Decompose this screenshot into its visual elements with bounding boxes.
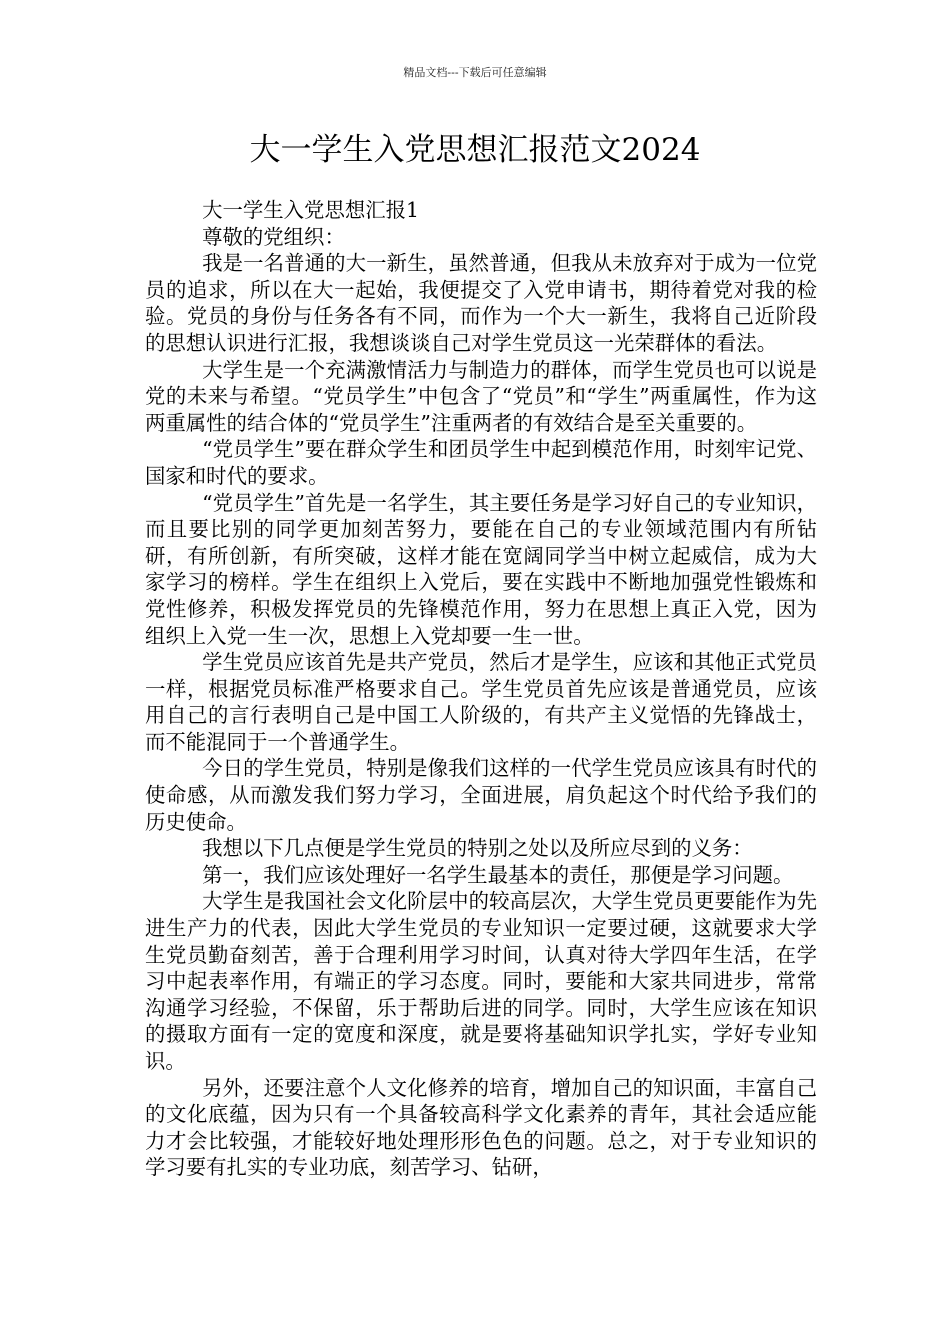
body-paragraph: 第一，我们应该处理好一名学生最基本的责任，那便是学习问题。 [202, 862, 794, 887]
document-title: 大一学生入党思想汇报范文2024 [249, 132, 701, 168]
body-paragraph: 我想以下几点便是学生党员的特别之处以及所应尽到的义务： [202, 836, 753, 861]
body-paragraph: “党员学生”首先是一名学生，其主要任务是学习好自己的专业知识，而且要比别的同学更加刻苦努力，要能在自己的专业领域范围内有所钻研，有所创新，有所突破，这样才能在宽阔同学当中树立起威信，成为大家学习的榜样。学生在组织上入党后，要在实践中不断地加强党性锻炼和党性修养，积极发挥党员的先锋模范作用，努力在思想上真正入党，因为组织上入党一生一次，思想上入党却要一生一世。 [145, 490, 817, 648]
running-header: 精品文档---下载后可任意编辑 [403, 66, 547, 79]
body-paragraph: 大学生是一个充满激情活力与制造力的群体，而学生党员也可以说是党的未来与希望。“党员学生”中包含了“党员”和“学生”两重属性，作为这两重属性的结合体的“党员学生”注重两者的有效结合是至关重要的。 [145, 357, 817, 435]
document-body [145, 197, 817, 1181]
salutation: 尊敬的党组织： [202, 224, 345, 249]
body-paragraph: 学生党员应该首先是共产党员，然后才是学生，应该和其他正式党员一样，根据党员标准严格要求自己。学生党员首先应该是普通党员，应该用自己的言行表明自己是中国工人阶级的，有共产主义觉悟的先锋战士，而不能混同于一个普通学生。 [145, 650, 817, 754]
body-paragraph: 我是一名普通的大一新生，虽然普通，但我从未放弃对于成为一位党员的追求，所以在大一起始，我便提交了入党申请书，期待着党对我的检验。党员的身份与任务各有不同，而作为一个大一新生，我将自己近阶段的思想认识进行汇报，我想谈谈自己对学生党员这一光荣群体的看法。 [145, 251, 817, 355]
body-paragraph: 大学生是我国社会文化阶层中的较高层次，大学生党员更要能作为先进生产力的代表，因此大学生党员的专业知识一定要过硬，这就要求大学生党员勤奋刻苦，善于合理利用学习时间，认真对待大学四年生活，在学习中起表率作用，有端正的学习态度。同时，要能和大家共同进步，常常沟通学习经验，不保留，乐于帮助后进的同学。同时，大学生应该在知识的摄取方面有一定的宽度和深度，就是要将基础知识学扎实，学好专业知识。 [145, 889, 817, 1073]
section-heading: 大一学生入党思想汇报1 [202, 198, 419, 222]
body-paragraph: 另外，还要注意个人文化修养的培育，增加自己的知识面，丰富自己的文化底蕴，因为只有一个具备较高科学文化素养的青年，其社会适应能力才会比较强，才能较好地处理形形色色的问题。总之，对于专业知识的学习要有扎实的专业功底，刻苦学习、钻研， [145, 1075, 817, 1180]
body-paragraph: “党员学生”要在群众学生和团员学生中起到模范作用，时刻牢记党、国家和时代的要求。 [145, 437, 817, 488]
body-paragraph: 今日的学生党员，特别是像我们这样的一代学生党员应该具有时代的使命感，从而激发我们努力学习，全面进展，肩负起这个时代给予我们的历史使命。 [145, 756, 817, 834]
